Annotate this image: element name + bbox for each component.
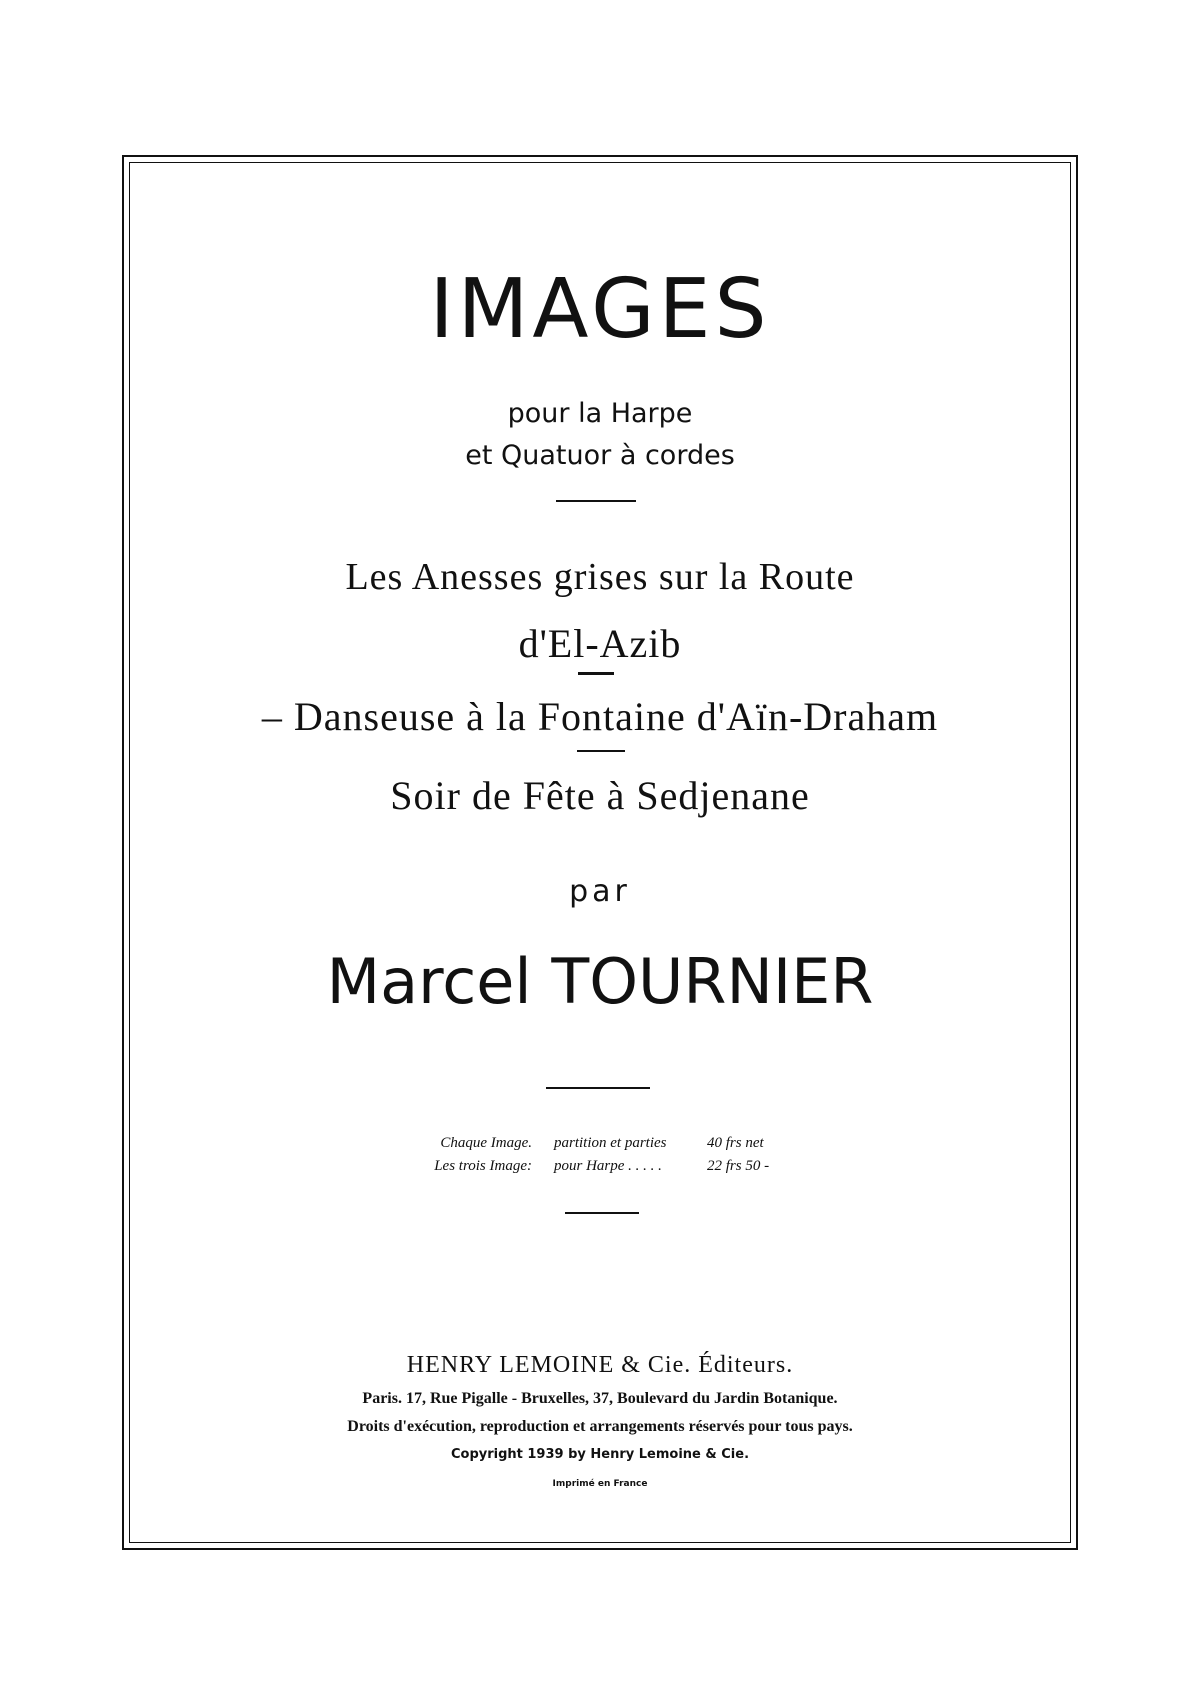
copyright-notice: Copyright 1939 by Henry Lemoine & Cie. bbox=[450, 1447, 750, 1462]
divider-rule bbox=[556, 500, 636, 502]
divider-rule bbox=[565, 1212, 639, 1214]
divider-rule bbox=[578, 672, 614, 675]
printed-in-notice: Imprimé en France bbox=[552, 1479, 648, 1489]
divider-rule bbox=[546, 1087, 650, 1089]
price-value: 40 frs net bbox=[707, 1135, 764, 1151]
price-item: partition et parties bbox=[554, 1135, 667, 1151]
page-border-inner bbox=[129, 162, 1071, 1543]
publisher-address: Paris. 17, Rue Pigalle - Bruxelles, 37, Boulevard du Jardin Botanique. bbox=[362, 1390, 838, 1407]
work-title-1-line-1: Les Anesses grises sur la Route bbox=[345, 556, 855, 598]
rights-notice: Droits d'exécution, reproduction et arrangements réservés pour tous pays. bbox=[347, 1418, 853, 1435]
instrumentation-line-2: et Quatuor à cordes bbox=[465, 440, 735, 471]
price-label: Chaque Image. bbox=[440, 1135, 532, 1151]
composer-name: Marcel TOURNIER bbox=[326, 945, 874, 1018]
divider-rule bbox=[577, 750, 625, 752]
price-label: Les trois Image: bbox=[434, 1158, 532, 1174]
price-item: pour Harpe . . . . . bbox=[554, 1158, 662, 1174]
work-title-1-line-2: d'El-Azib bbox=[518, 621, 682, 666]
instrumentation-line-1: pour la Harpe bbox=[507, 398, 693, 429]
page-title: IMAGES bbox=[429, 262, 771, 357]
work-title-3: Soir de Fête à Sedjenane bbox=[390, 773, 810, 818]
publisher-name: HENRY LEMOINE & Cie. Éditeurs. bbox=[406, 1352, 794, 1378]
price-value: 22 frs 50 - bbox=[707, 1158, 770, 1174]
by-label: par bbox=[569, 874, 631, 909]
work-title-2: – Danseuse à la Fontaine d'Aïn-Draham bbox=[261, 694, 939, 739]
